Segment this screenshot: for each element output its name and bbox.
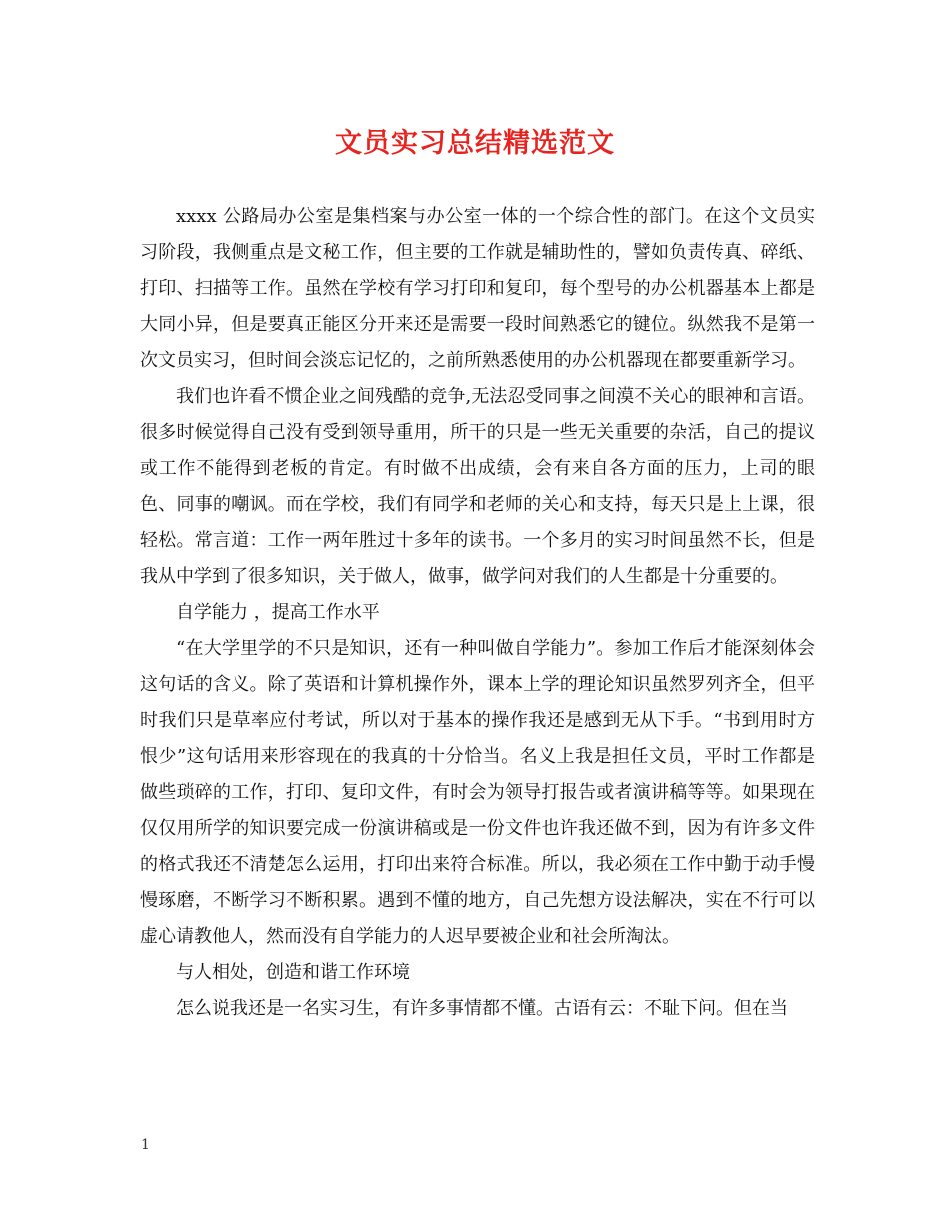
paragraph-self-learning: “在大学里学的不只是知识，还有一种叫做自学能力”。参加工作后才能深刻体会这句话的含义。除了英语和计算机操作外，课本上学的理论知识虽然罗列齐全，但平时我们只是草率应付考试，所以对于基本的操作我还是感到无从下手。“书到用时方恨少”这句话用来形容现在的我真的十分恰当。名义上我是担任文员，平时工作都是做些琐碎的工作，打印、复印文件，有时会为领导打报告或者演讲稿等等。如果现在仅仅用所学的知识要完成一份演讲稿或是一份文件也许我还做不到，因为有许多文件的格式我还不清楚怎么运用，打印出来符合标准。所以，我必须在工作中勤于动手慢慢琢磨，不断学习不断积累。遇到不懂的地方，自己先想方设法解决，实在不行可以虚心请教他人，然而没有自学能力的人迟早要被企业和社会所淘汰。 bbox=[140, 638, 815, 947]
document-title: 文员实习总结精选范文 bbox=[335, 128, 615, 159]
paragraph-competition: 我们也许看不惯企业之间残酷的竞争,无法忍受同事之间漠不关心的眼神和言语。很多时候觉得自己没有受到领导重用，所干的只是一些无关重要的杂活，自己的提议或工作不能得到老板的肯定。有时做不出成绩，会有来自各方面的压力，上司的眼色、同事的嘲讽。而在学校，我们有同学和老师的关心和支持，每天只是上上课，很轻松。常言道：工作一两年胜过十多年的读书。一个多月的实习时间虽然不长，但是我从中学到了很多知识，关于做人，做事，做学问对我们的人生都是十分重要的。 bbox=[140, 386, 815, 587]
document-body bbox=[140, 199, 815, 1027]
section-heading-self-learning: 自学能力 ，提高工作水平 bbox=[176, 602, 380, 623]
section-heading-relationships: 与人相处，创造和谐工作环境 bbox=[176, 962, 410, 983]
paragraph-relationships: 怎么说我还是一名实习生，有许多事情都不懂。古语有云：不耻下问。但在当 bbox=[176, 998, 788, 1019]
page-number: 1 bbox=[141, 1137, 150, 1153]
paragraph-office-intro: xxxx 公路局办公室是集档案与办公室一体的一个综合性的部门。在这个文员实习阶段，我侧重点是文秘工作，但主要的工作就是辅助性的，譬如负责传真、碎纸、打印、扫描等工作。虽然在学校有学习打印和复印，每个型号的办公机器基本上都是大同小异，但是要真正能区分开来还是需要一段时间熟悉它的键位。纵然我不是第一次文员实习，但时间会淡忘记忆的，之前所熟悉使用的办公机器现在都要重新学习。 bbox=[140, 206, 815, 371]
